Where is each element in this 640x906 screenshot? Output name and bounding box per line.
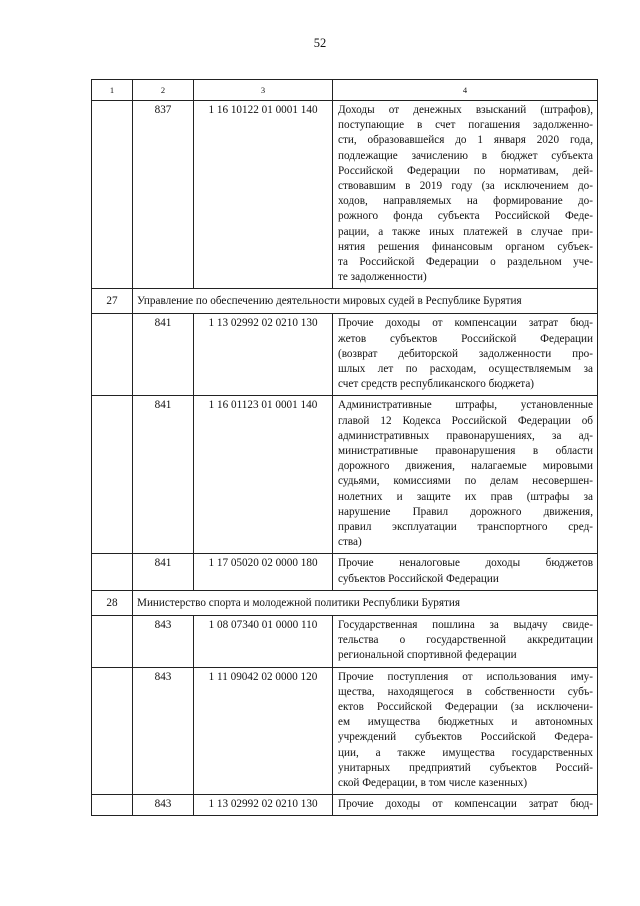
table-body (92, 80, 598, 816)
description-line: нарушение Правил дорожного движения, (338, 505, 593, 518)
column-header: 2 (133, 80, 194, 101)
description-line: нятия решения финансовым органом субъек- (338, 240, 593, 253)
table-row (92, 314, 598, 396)
description-line: рожного фонда субъекта Российской Феде- (338, 210, 593, 223)
empty-cell (92, 795, 133, 816)
description-line: правил эксплуатации транспортного сред- (338, 521, 593, 534)
section-number: 27 (92, 289, 133, 314)
description-line: ской Федерации, в том числе казенных) (338, 776, 528, 789)
section-row (92, 590, 598, 615)
column-header: 4 (333, 80, 598, 101)
description-line: поступающие в счет погашения задолженно- (338, 119, 593, 132)
description-line: ства) (338, 536, 362, 549)
administrator-code: 843 (133, 615, 194, 667)
administrator-code: 841 (133, 554, 194, 590)
description-line: шлых лет по расходам, осуществляемым за (338, 363, 593, 376)
description-line: унитарных предприятий субъектов Россий- (338, 761, 593, 774)
administrator-code: 841 (133, 396, 194, 554)
description-line: ции, а также имущества государственных (338, 746, 593, 759)
section-title: Министерство спорта и молодежной политики Республики Бурятия (133, 590, 598, 615)
revenue-description (333, 615, 598, 667)
revenue-description (333, 554, 598, 590)
description-line: счет средств республиканского бюджета) (338, 378, 535, 391)
administrator-code: 837 (133, 101, 194, 289)
administrator-code: 841 (133, 314, 194, 396)
revenue-description (333, 667, 598, 795)
description-line: ствовавшим в 2019 году (за исключением до- (338, 180, 593, 193)
revenue-description (333, 314, 598, 396)
description-line: подлежащие зачислению в бюджет субъекта (338, 149, 593, 162)
section-title: Управление по обеспечению деятельности мировых судей в Республике Бурятия (133, 289, 598, 314)
page-number: 52 (313, 36, 327, 50)
table-row (92, 554, 598, 590)
empty-cell (92, 667, 133, 795)
table-header-row (92, 80, 598, 101)
description-line: тельства о государственной аккредитации (338, 634, 593, 647)
column-header: 1 (92, 80, 133, 101)
description-line: субъектов Российской Федерации (338, 572, 499, 585)
description-line: Административные штрафы, установленные (338, 399, 593, 412)
table-row (92, 667, 598, 795)
table-row (92, 396, 598, 554)
budget-revenue-table (91, 79, 598, 816)
description-line: щества, находящегося в собственности субъ- (338, 685, 593, 698)
table-row (92, 615, 598, 667)
column-header: 3 (194, 80, 333, 101)
description-line: министративные правонарушения в области (338, 445, 593, 458)
description-line: ем имущества бюджетных и автономных (338, 716, 593, 729)
description-line: сти, образовавшейся до 1 января 2020 года, (338, 134, 593, 147)
revenue-classification-code: 1 16 01123 01 0001 140 (194, 396, 333, 554)
description-line: рации, а также иных платежей в случае при- (338, 225, 593, 238)
empty-cell (92, 615, 133, 667)
empty-cell (92, 554, 133, 590)
revenue-classification-code: 1 16 10122 01 0001 140 (194, 101, 333, 289)
description-line: жетов субъектов Российской Федерации (338, 332, 593, 345)
description-line: Прочие доходы от компенсации затрат бюд- (338, 317, 593, 330)
revenue-classification-code: 1 11 09042 02 0000 120 (194, 667, 333, 795)
administrator-code: 843 (133, 795, 194, 816)
empty-cell (92, 314, 133, 396)
description-line: те задолженности) (338, 271, 427, 284)
description-line: Прочие поступления от использования иму- (338, 670, 593, 683)
revenue-description (333, 795, 598, 816)
revenue-description (333, 101, 598, 289)
revenue-description (333, 396, 598, 554)
section-row (92, 289, 598, 314)
description-line: Доходы от денежных взысканий (штрафов), (338, 104, 593, 116)
description-line: учреждений субъектов Российской Федера- (338, 731, 593, 744)
section-number: 28 (92, 590, 133, 615)
description-line: ходов, направляемых на формирование до- (338, 195, 593, 208)
description-line: Российской Федерации по нормативам, дей- (338, 164, 593, 177)
description-line: Прочие неналоговые доходы бюджетов (338, 557, 593, 570)
description-line: ектов Российской Федерации (за исключени- (338, 700, 593, 713)
revenue-classification-code: 1 13 02992 02 0210 130 (194, 795, 333, 816)
administrator-code: 843 (133, 667, 194, 795)
empty-cell (92, 101, 133, 289)
empty-cell (92, 396, 133, 554)
description-line: (возврат дебиторской задолженности про- (338, 347, 593, 360)
table-row (92, 101, 598, 289)
description-line: Государственная пошлина за выдачу свиде- (338, 618, 593, 631)
description-line: Прочие доходы от компенсации затрат бюд- (338, 798, 593, 811)
description-line: та Российской Федерации о раздельном уче- (338, 256, 593, 269)
table-row (92, 795, 598, 816)
description-line: судьями, комиссиями по делам несовершен- (338, 475, 593, 488)
description-line: дорожного движения, налагаемые мировыми (338, 460, 593, 473)
description-line: нолетних и защите их прав (штрафы за (338, 490, 593, 503)
revenue-classification-code: 1 08 07340 01 0000 110 (194, 615, 333, 667)
revenue-classification-code: 1 13 02992 02 0210 130 (194, 314, 333, 396)
description-line: главой 12 Кодекса Российской Федерации об (338, 414, 593, 427)
revenue-classification-code: 1 17 05020 02 0000 180 (194, 554, 333, 590)
description-line: региональной спортивной федерации (338, 649, 517, 662)
description-line: административных правонарушениях, за ад- (338, 429, 593, 442)
